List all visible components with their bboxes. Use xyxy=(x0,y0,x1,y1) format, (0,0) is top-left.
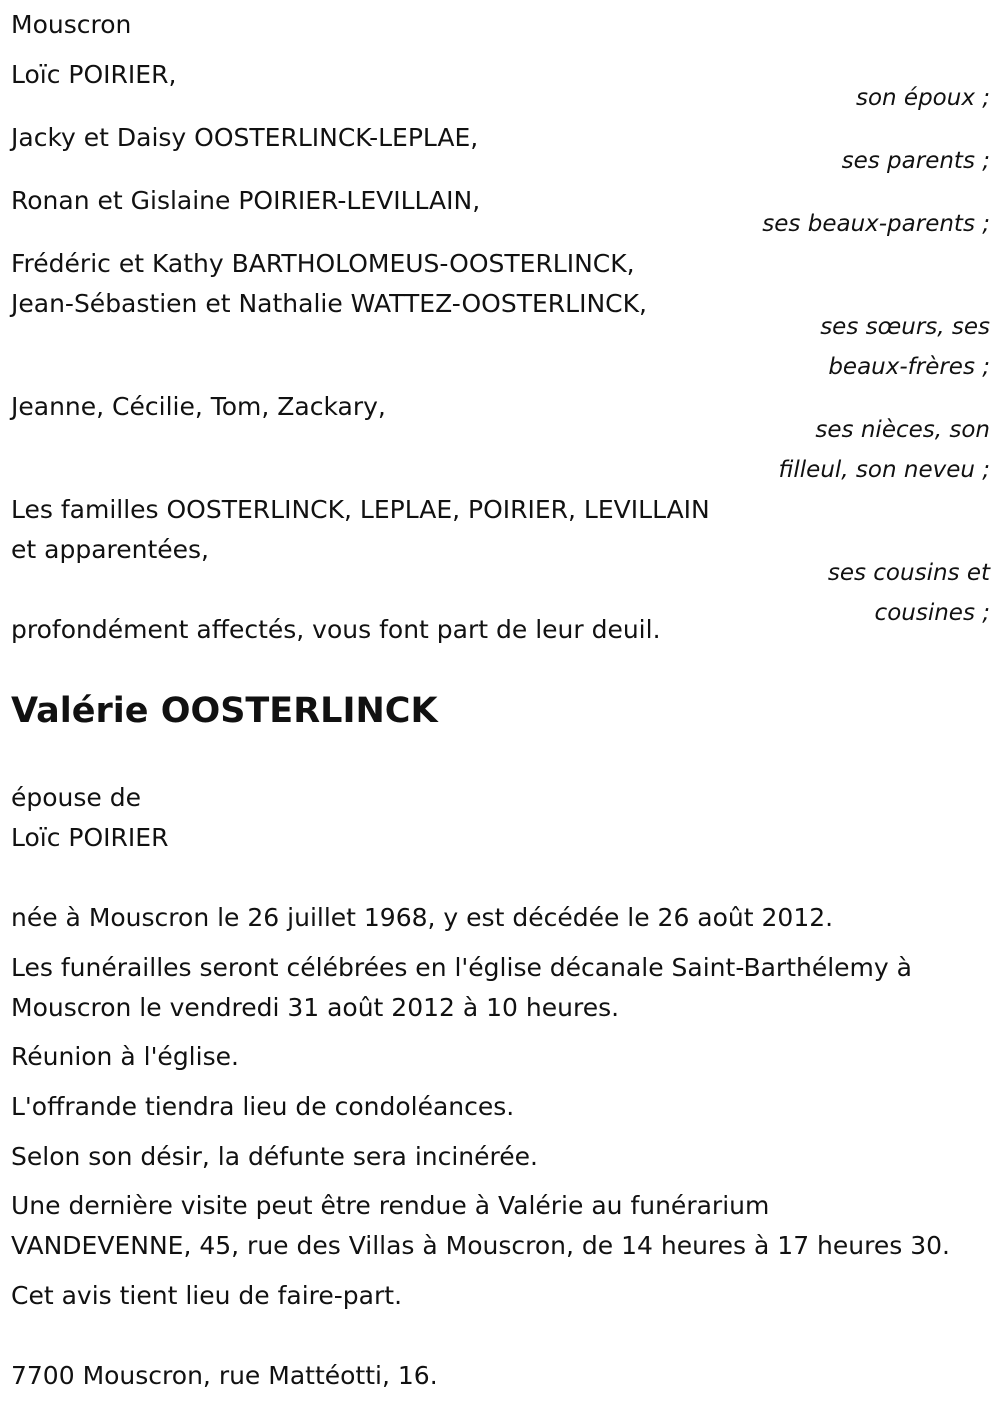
detail-line: VANDEVENNE, 45, rue des Villas à Mouscron, de 14 heures à 17 heures 30. xyxy=(11,1231,950,1260)
family-relation: ses parents ; xyxy=(841,148,990,174)
detail-line: Les funérailles seront célébrées en l'église décanale Saint-Barthélemy à xyxy=(11,953,912,982)
family-name-line: Jacky et Daisy OOSTERLINCK-LEPLAE, xyxy=(11,123,479,152)
closing-statement: profondément affectés, vous font part de leur deuil. xyxy=(11,615,661,644)
address: 7700 Mouscron, rue Mattéotti, 16. xyxy=(11,1361,438,1390)
detail-line: L'offrande tiendra lieu de condoléances. xyxy=(11,1092,515,1121)
spouse-intro: épouse de xyxy=(11,783,141,812)
family-name-line: Loïc POIRIER, xyxy=(11,60,177,89)
detail-line: Une dernière visite peut être rendue à Valérie au funérarium xyxy=(11,1191,770,1220)
detail-line: née à Mouscron le 26 juillet 1968, y est décédée le 26 août 2012. xyxy=(11,903,834,932)
family-name-line: Les familles OOSTERLINCK, LEPLAE, POIRIER, LEVILLAIN xyxy=(11,495,710,524)
family-name-line: Jean-Sébastien et Nathalie WATTEZ-OOSTERLINCK, xyxy=(11,289,647,318)
city-heading: Mouscron xyxy=(11,10,132,39)
family-relation: ses nièces, son xyxy=(815,417,990,443)
family-relation: cousines ; xyxy=(874,600,990,626)
family-name-line: Ronan et Gislaine POIRIER-LEVILLAIN, xyxy=(11,186,481,215)
detail-line: Réunion à l'église. xyxy=(11,1042,239,1071)
detail-line: Cet avis tient lieu de faire-part. xyxy=(11,1281,403,1310)
detail-line: Mouscron le vendredi 31 août 2012 à 10 heures. xyxy=(11,993,620,1022)
family-name-line: Jeanne, Cécilie, Tom, Zackary, xyxy=(11,392,386,421)
family-relation: beaux-frères ; xyxy=(828,354,990,380)
family-name-line: Frédéric et Kathy BARTHOLOMEUS-OOSTERLINCK, xyxy=(11,249,635,278)
family-relation: ses beaux-parents ; xyxy=(762,211,990,237)
deceased-name: Valérie OOSTERLINCK xyxy=(11,691,438,731)
family-name-line: et apparentées, xyxy=(11,535,209,564)
spouse-name: Loïc POIRIER xyxy=(11,823,169,852)
family-relation: filleul, son neveu ; xyxy=(778,457,990,483)
detail-line: Selon son désir, la défunte sera incinérée. xyxy=(11,1142,538,1171)
family-relation: ses cousins et xyxy=(827,560,990,586)
family-relation: ses sœurs, ses xyxy=(820,314,990,340)
family-relation: son époux ; xyxy=(855,85,990,111)
